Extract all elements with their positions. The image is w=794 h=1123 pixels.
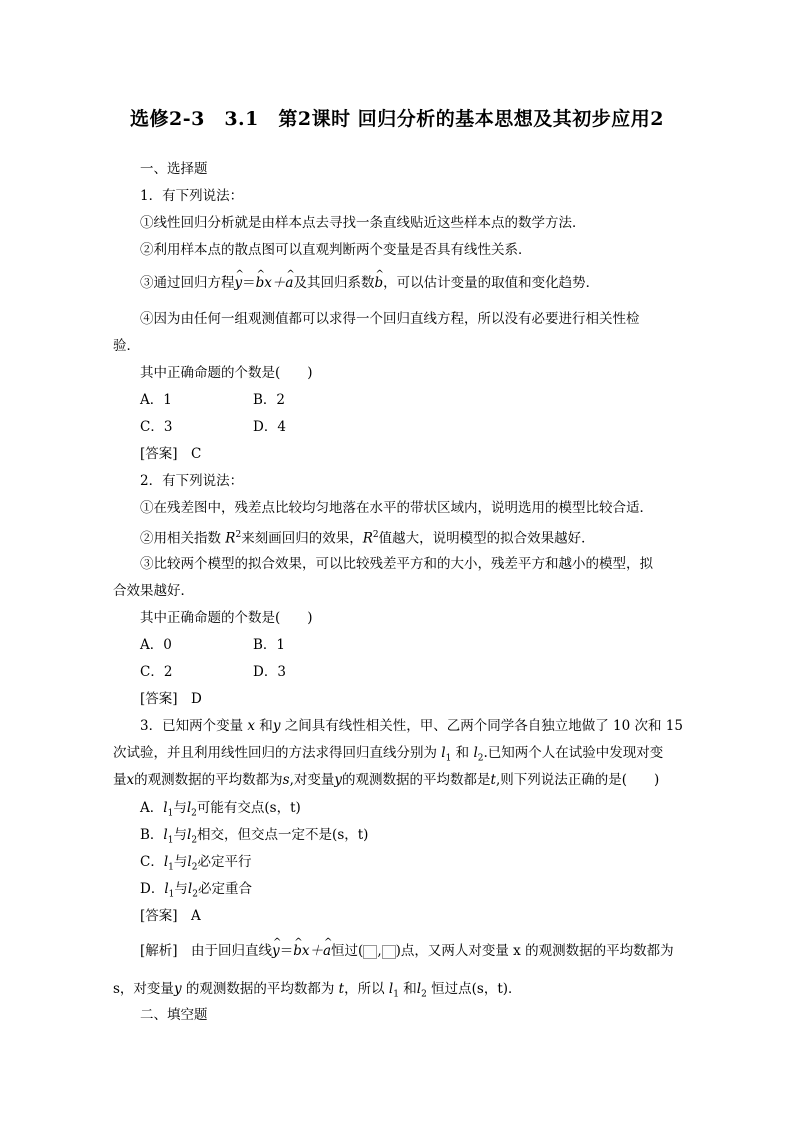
q3-option-d: D．$l_1$与$l_2$必定重合	[140, 881, 252, 900]
q1-option-b: B．2	[253, 392, 286, 408]
b-hat-coefficient: ^ b	[374, 275, 383, 291]
q3-option-c: C．$l_1$与$l_2$必定平行	[140, 854, 252, 873]
q2-option-d: D．3	[253, 664, 286, 680]
q3-stem-line-1: 3．已知两个变量 x 和y 之间具有线性相关性，甲、乙两个同学各自独立地做了 10 次和 15	[140, 718, 683, 734]
q2-statement-3-line-1: ③比较两个模型的拟合效果，可以比较残差平方和的大小，残差平方和越小的模型，拟	[140, 556, 653, 572]
q1-option-a: A．1	[140, 392, 172, 408]
q1-option-d: D．4	[253, 419, 286, 435]
q3-option-b: B．$l_1$与$l_2$相交，但交点一定不是(s，t)	[140, 827, 369, 846]
placeholder-box-icon	[382, 945, 396, 959]
placeholder-box-icon	[363, 945, 377, 959]
q3-answer: [答案] A	[140, 908, 201, 924]
q3-stem-line-2: 次试验，并且利用线性回归的方法求得回归直线分别为 $l_1$ 和 $l_2$.已知两个人在试验中发现对变	[113, 745, 664, 764]
q1-option-c: C．3	[140, 419, 173, 435]
q3-stem-line-3: 量x的观测数据的平均数都为s,对变量y的观测数据的平均数都是t,则下列说法正确的是( )	[113, 772, 660, 788]
q2-stem: 2．有下列说法：	[140, 473, 244, 489]
q2-option-b: B．1	[253, 637, 286, 653]
q1-statement-3: ③通过回归方程^ y＝^ bx＋^ a及其回归系数^ b，可以估计变量的取值和变化趋势．	[140, 274, 599, 292]
q3-explanation-line-2: s，对变量y 的观测数据的平均数都为 t，所以 $l_1$ 和$l_2$ 恒过点(s，t)．	[113, 981, 522, 1000]
q2-statement-3-line-2: 合效果越好．	[113, 583, 194, 599]
section-heading-choice: 一、选择题	[140, 161, 208, 177]
q3-option-a: A．$l_1$与$l_2$可能有交点(s，t)	[140, 800, 301, 819]
q1-statement-2: ②利用样本点的散点图可以直观判断两个变量是否具有线性关系．	[140, 242, 532, 258]
q2-statement-2: ②用相关指数 $R^2$来刻画回归的效果，$R^2$值越大，说明模型的拟合效果越好．	[140, 530, 595, 547]
b-hat: ^ b	[256, 275, 265, 291]
q2-option-a: A．0	[140, 637, 172, 653]
q2-option-c: C．2	[140, 664, 173, 680]
q2-question: 其中正确命题的个数是( )	[140, 610, 313, 626]
q2-statement-1: ①在残差图中，残差点比较均匀地落在水平的带状区域内，说明选用的模型比较合适．	[140, 500, 653, 516]
q1-statement-4-line-2: 验．	[113, 338, 140, 354]
q3-explanation-line-1: [解析] 由于回归直线^ y＝^ bx＋^ a恒过( , )点，又两人对变量 x 的观测数据的平均数都为	[140, 942, 674, 960]
q1-answer: [答案] C	[140, 446, 202, 462]
q1-stem: 1．有下列说法：	[140, 188, 244, 204]
a-hat: ^ a	[285, 275, 293, 291]
q1-statement-4-line-1: ④因为由任何一组观测值都可以求得一个回归直线方程，所以没有必要进行相关性检	[140, 311, 640, 327]
q1-statement-1: ①线性回归分析就是由样本点去寻找一条直线贴近这些样本点的数学方法．	[140, 215, 586, 231]
section-heading-fill-in: 二、填空题	[140, 1007, 208, 1023]
q2-answer: [答案] D	[140, 691, 202, 707]
page-title: 选修2-3 3.1 第2课时 回归分析的基本思想及其初步应用2	[130, 108, 664, 130]
q1-question: 其中正确命题的个数是( )	[140, 365, 313, 381]
y-hat: ^ y	[235, 275, 243, 291]
